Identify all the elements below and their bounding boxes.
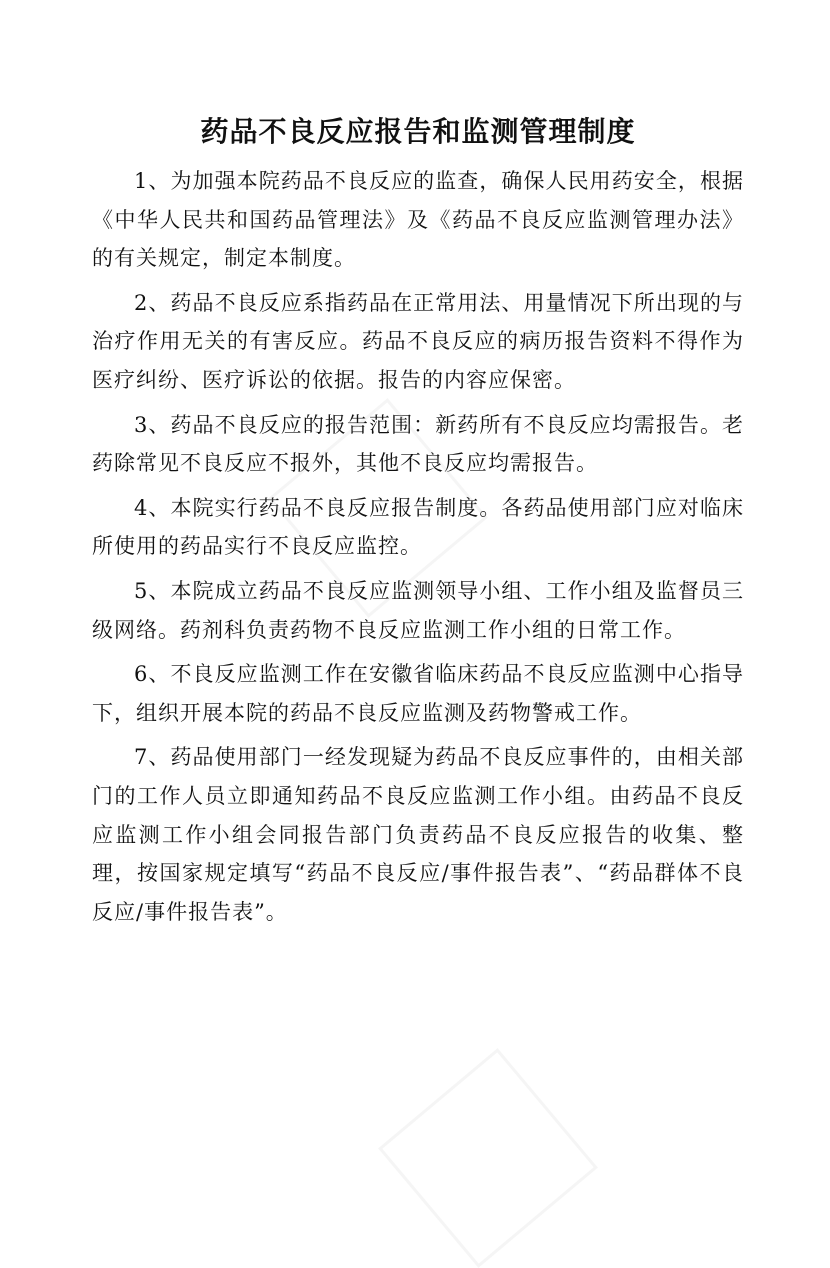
paragraph-2: 2、药品不良反应系指药品在正常用法、用量情况下所出现的与治疗作用无关的有害反应。药品不良反应的病历报告资料不得作为医疗纠纷、医疗诉讼的依据。报告的内容应保密。 xyxy=(92,290,744,392)
watermark-icon xyxy=(378,1048,598,1268)
paragraph-7: 7、药品使用部门一经发现疑为药品不良反应事件的，由相关部门的工作人员立即通知药品不良反应监测工作小组。由药品不良反应监测工作小组会同报告部门负责药品不良反应报告的收集、整理，按国家规定填写“药品不良反应/事件报告表”、“药品群体不良反应/事件报告表”。 xyxy=(92,745,744,924)
paragraph-1: 1、为加强本院药品不良反应的监查，确保人民用药安全，根据《中华人民共和国药品管理法》及《药品不良反应监测管理办法》的有关规定，制定本制度。 xyxy=(92,169,744,271)
paragraph-5: 5、本院成立药品不良反应监测领导小组、工作小组及监督员三级网络。药剂科负责药物不良反应监测工作小组的日常工作。 xyxy=(92,578,744,642)
paragraph-6: 6、不良反应监测工作在安徽省临床药品不良反应监测中心指导下，组织开展本院的药品不良反应监测及药物警戒工作。 xyxy=(92,662,744,725)
paragraph-3: 3、药品不良反应的报告范围：新药所有不良反应均需报告。老药除常见不良反应不报外，其他不良反应均需报告。 xyxy=(92,412,744,476)
paragraph-4: 4、本院实行药品不良反应报告制度。各药品使用部门应对临床所使用的药品实行不良反应监控。 xyxy=(92,495,744,559)
document-title: 药品不良反应报告和监测管理制度 xyxy=(200,115,636,148)
